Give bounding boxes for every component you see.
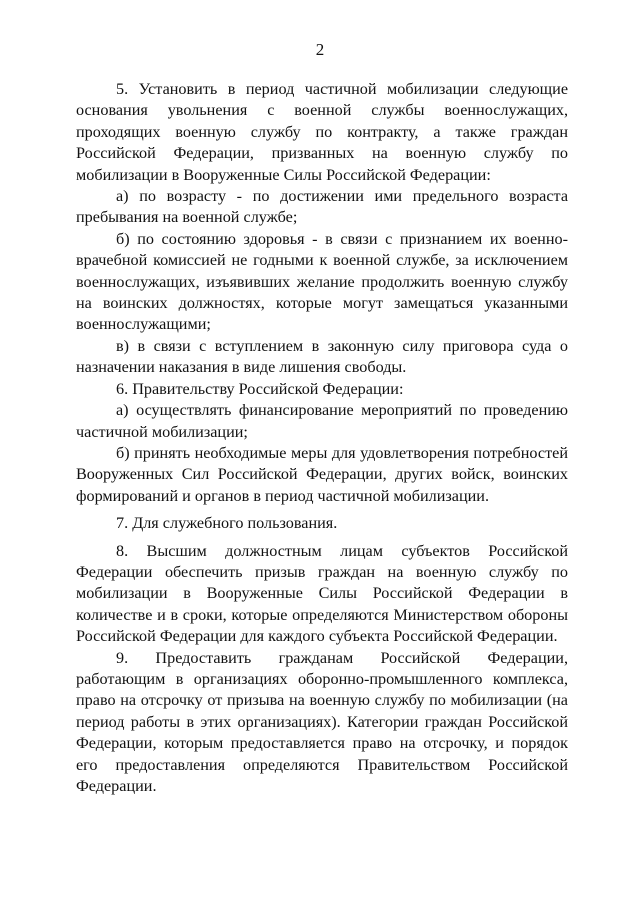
paragraph-5: 5. Установить в период частичной мобилизации следующие основания увольнения с военной службы военнослужащих, проходящих военную службу по контракту, а также граждан Российской Федерации, призванных на военную службу по мобилизации в Вооруженные Силы Российской Федерации: bbox=[76, 80, 568, 184]
paragraph-5c: в) в связи с вступлением в законную силу приговора суда о назначении наказания в виде лишения свободы. bbox=[76, 336, 568, 377]
paragraph-5a: а) по возрасту - по достижении ими предельного возраста пребывания на военной службе; bbox=[76, 187, 568, 227]
paragraph-7: 7. Для служебного пользования. bbox=[116, 514, 338, 533]
paragraph-9: 9. Предоставить гражданам Российской Федерации, работающим в организациях оборонно-промышленного комплекса, право на отсрочку от призыва на военную службу по мобилизации (на период работы в этих организациях). Категории граждан Российской Федерации, которым предоставляется право на отсрочку, и порядок его предоставления определяются Правительством Российской Федерации. bbox=[76, 648, 568, 795]
page-number: 2 bbox=[315, 40, 325, 59]
paragraph-5b: б) по состоянию здоровья - в связи с признанием их военно-врачебной комиссией не годными к военной службе, за исключением военнослужащих, изъявивших желание продолжить военную службу на воинских должностях, которые могут замещаться указанными военнослужащими; bbox=[76, 229, 568, 334]
document-body bbox=[76, 79, 568, 797]
paragraph-6b: б) принять необходимые меры для удовлетворения потребностей Вооруженных Сил Российской Федерации, других войск, воинских формирований и органов в период частичной мобилизации. bbox=[76, 443, 568, 505]
paragraph-6: 6. Правительству Российской Федерации: bbox=[116, 379, 404, 398]
paragraph-6a: а) осуществлять финансирование мероприятий по проведению частичной мобилизации; bbox=[76, 401, 568, 441]
paragraph-8: 8. Высшим должностным лицам субъектов Российской Федерации обеспечить призыв граждан на военную службу по мобилизации в Вооруженные Силы Российской Федерации в количестве и в сроки, которые определяются Министерством обороны Российской Федерации для каждого субъекта Российской Федерации. bbox=[76, 541, 568, 646]
